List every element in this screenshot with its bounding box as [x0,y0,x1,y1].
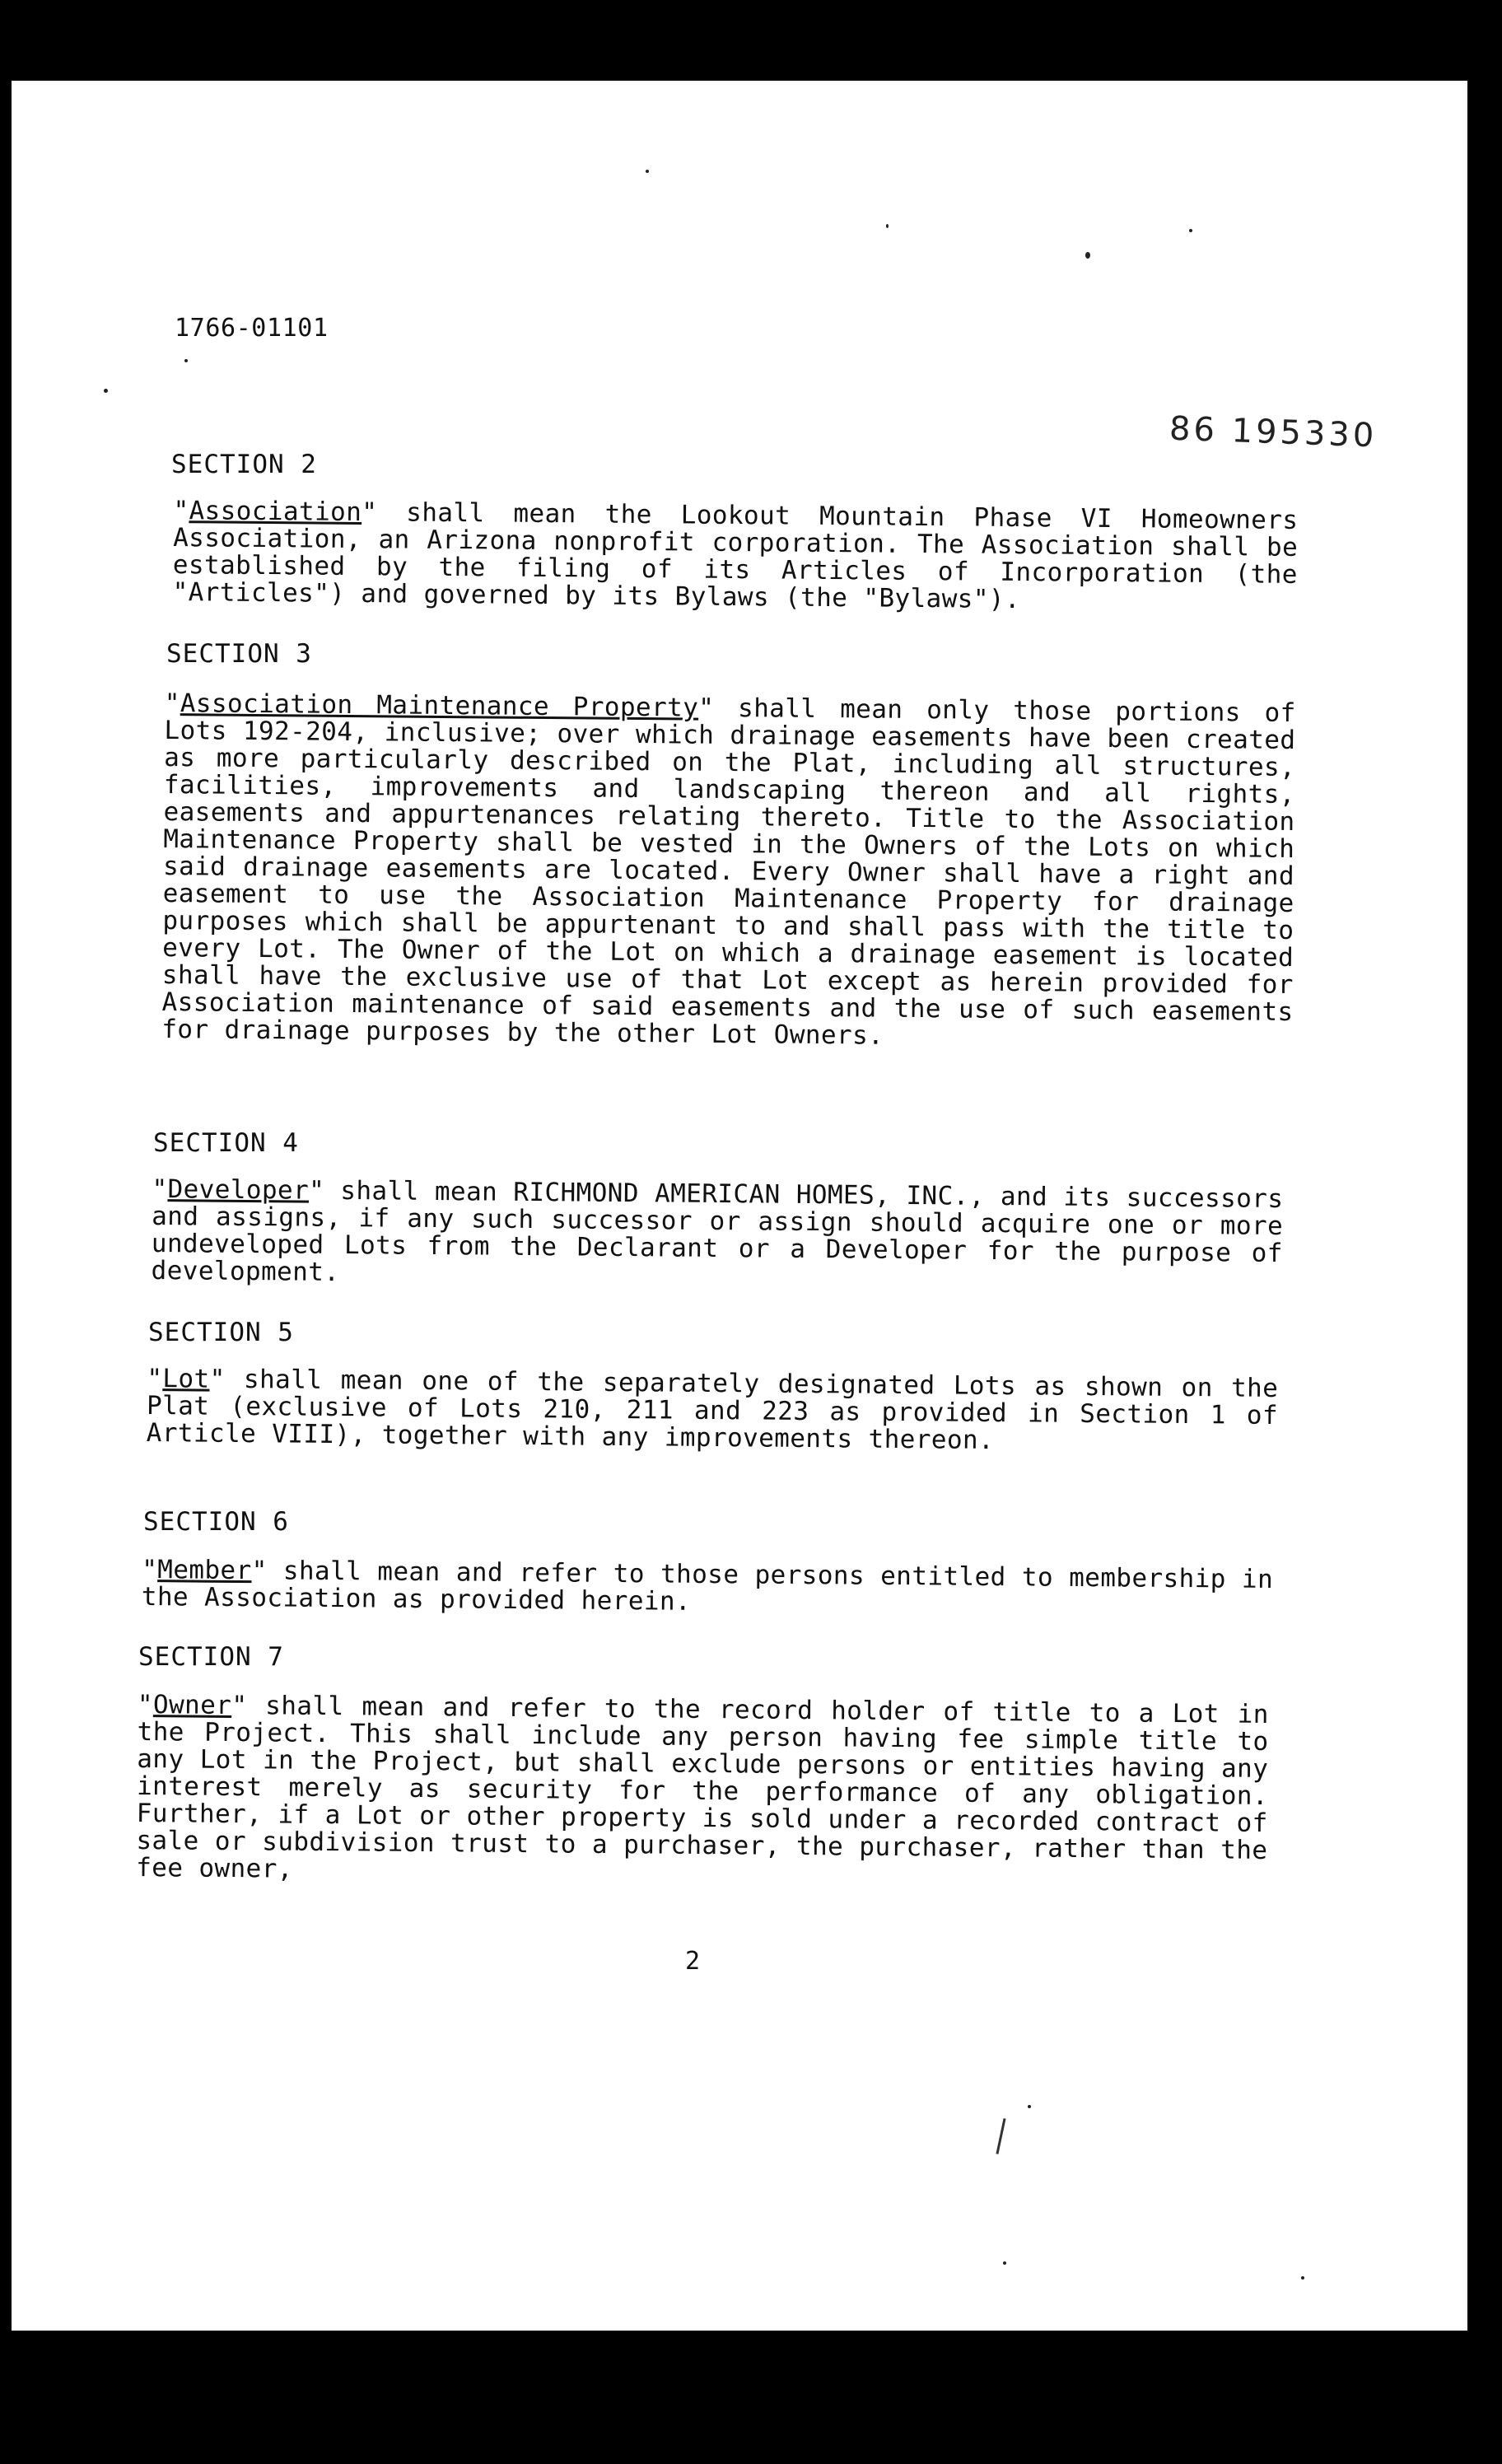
scan-speck [646,170,649,173]
definition-text: " shall mean one of the separately designated Lots as shown on the Plat (exclusive of Lots 210, 211 and 223 as provided in Section 1 of Article VIII), together with any improvements thereon. [146,1364,1279,1455]
recording-stamp-number: 86 195330 [1168,409,1378,455]
defined-term: Developer [167,1174,310,1206]
scan-speck [1085,252,1090,259]
scan-speck [1301,2276,1304,2280]
scan-speck [886,224,889,228]
defined-term: Association [189,496,362,528]
section-paragraph: "Member" shall mean and refer to those persons entitled to membership in the Association as provided herein. [141,1555,1274,1617]
definition-text: " shall mean and refer to the record holder of title to a Lot in the Project. This shall include any person having fee simple title to any Lot in the Project, but shall exclude persons or entities having any interest merely as security for the performance of any obligation. Further, if a Lot or other property is sold under a recorded contract of sale or subdivision trust to a purchaser, the purchaser, rather than the fee owner, [136,1691,1269,1884]
page-number: 2 [685,1947,701,1976]
definition-text: " shall mean the Lookout Mountain Phase VI Homeowners Association, an Arizona nonprofit corporation. The Association shall be established by the filing of its Articles of Incorporation (the "Articles") and governed by its Bylaws (the "Bylaws"). [172,497,1299,615]
scan-speck [1028,2105,1031,2108]
section-paragraph: "Owner" shall mean and refer to the record holder of title to a Lot in the Project. This shall include any person having fee simple title to any Lot in the Project, but shall exclude persons or entities having any interest merely as security for the performance of any obligation. Further, if a Lot or other property is sold under a recorded contract of sale or subdivision trust to a purchaser, the purchaser, rather than the fee owner, [136,1690,1269,1884]
section-paragraph: "Lot" shall mean one of the separately designated Lots as shown on the Plat (exclusive of Lots 210, 211 and 223 as provided in Section 1 of Article VIII), together with any improvements thereon. [146,1364,1279,1455]
section-paragraph: "Developer" shall mean RICHMOND AMERICAN HOMES, INC., and its successors and assigns, if any such successor or assign should acquire one or more undeveloped Lots from the Declarant or a Developer for the purpose of development. [151,1174,1284,1287]
definition-text: " shall mean and refer to those persons entitled to membership in the Association as provided herein. [141,1556,1274,1617]
section-paragraph: "Association" shall mean the Lookout Mountain Phase VI Homeowners Association, an Arizona nonprofit corporation. The Association shall be established by the filing of its Articles of Incorporation (the "Articles") and governed by its Bylaws (the "Bylaws"). [172,496,1299,615]
definition-text: " shall mean RICHMOND AMERICAN HOMES, INC., and its successors and assigns, if any such successor or assign should acquire one or more undeveloped Lots from the Declarant or a Developer for the purpose of development. [151,1175,1284,1287]
document-id: 1766-01101 [175,314,329,343]
section-heading: SECTION 2 [171,450,317,479]
scan-speck [184,359,188,362]
scan-speck [1003,2261,1006,2265]
section-paragraph: "Association Maintenance Property" shall mean only those portions of Lots 192-204, inclusive; over which drainage easements have been created as more particularly described on the Plat, including all structures, facilities, improvements and landscaping thereon and all rights, easements and appurtenances relating thereto. Title to the Association Maintenance Property shall be vested in the Owners of the Lots on which said drainage easements are located. Every Owner shall have a right and easement to use the Association Maintenance Property for drainage purposes which shall be appurtenant to and shall pass with the title to every Lot. The Owner of the Lot on which a drainage easement is located shall have the exclusive use of that Lot except as herein provided for Association maintenance of said easements and the use of such easements for drainage purposes by the other Lot Owners. [161,688,1296,1051]
scan-border-bottom [0,2331,1502,2464]
definition-text: " shall mean only those portions of Lots 192-204, inclusive; over which drainage easements have been created as more particularly described on the Plat, including all structures, facilities, improvements and landscaping thereon and all rights, easements and appurtenances relating thereto. Title to the Association Maintenance Property shall be vested in the Owners of the Lots on which said drainage easements are located. Every Owner shall have a right and easement to use the Association Maintenance Property for drainage purposes which shall be appurtenant to and shall pass with the title to every Lot. The Owner of the Lot on which a drainage easement is located shall have the exclusive use of that Lot except as herein provided for Association maintenance of said easements and the use of such easements for drainage purposes by the other Lot Owners. [161,693,1296,1051]
section-heading: SECTION 4 [153,1128,299,1158]
defined-term: Lot [162,1364,210,1394]
defined-term: Member [157,1555,252,1586]
section-heading: SECTION 3 [166,639,312,669]
scan-speck [1189,229,1192,232]
scan-edge [1467,280,1502,2331]
section-heading: SECTION 5 [148,1318,294,1347]
section-heading: SECTION 7 [138,1642,284,1672]
section-heading: SECTION 6 [143,1507,289,1537]
defined-term: Owner [152,1690,232,1721]
scan-speck [104,389,108,393]
defined-term: Association Maintenance Property [180,688,699,723]
